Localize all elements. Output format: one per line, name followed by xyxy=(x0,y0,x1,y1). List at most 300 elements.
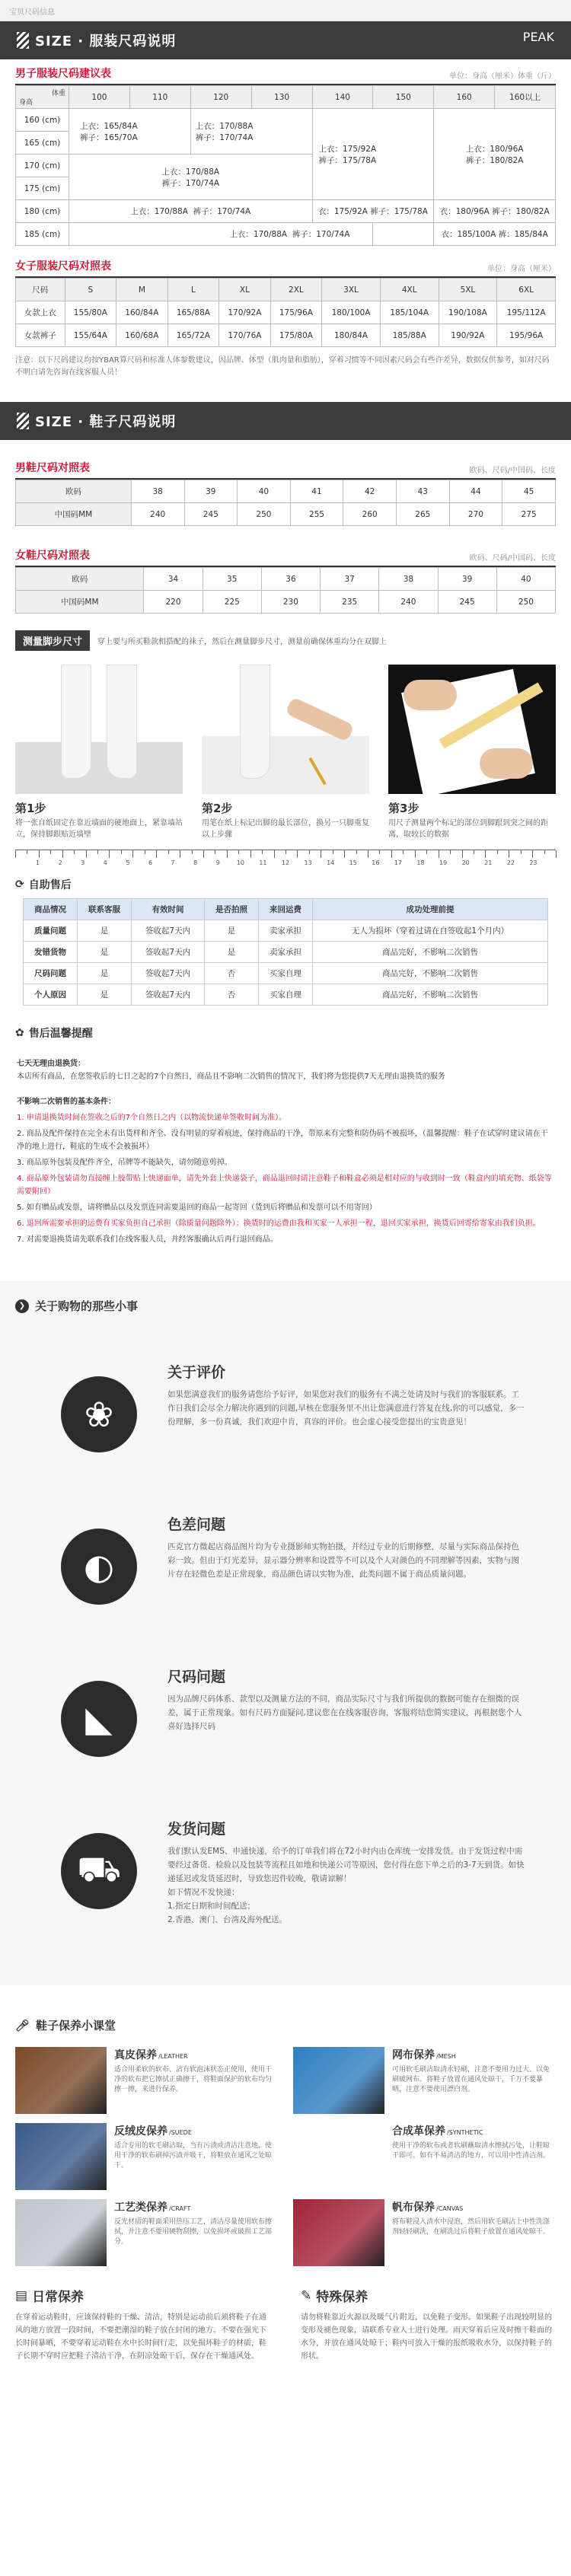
ruler-icon: ◣ xyxy=(61,1681,137,1757)
shoe-care-header xyxy=(0,2001,571,2042)
care-title xyxy=(392,2199,556,2214)
ruler-number: 4 xyxy=(103,859,107,866)
table-cell: 175/96A xyxy=(270,301,322,324)
care-desc: 可用软毛刷沾取清水轻刷，注意不要用力过大、以免刷破网布。将鞋子放置在通风处晾干，千万不要暴晒，注意不要使用漂白剂。 xyxy=(392,2066,550,2093)
ruler-tick xyxy=(203,850,204,858)
table-cell: 240 xyxy=(379,591,438,614)
ruler-tick xyxy=(485,850,486,858)
table-cell: 欧码 xyxy=(16,480,132,503)
care-name: 反绒皮保养 xyxy=(114,2125,167,2138)
table-cell: 165/88A xyxy=(167,301,219,324)
step-desc: 将一张自纸固定在靠近墙面的硬地面上，紧靠墙站立，保持脚跟贴近墙壁 xyxy=(15,819,183,839)
weight-header: 160以上 xyxy=(495,86,556,109)
table-cell: 225 xyxy=(203,591,261,614)
table-cell: 165/72A xyxy=(167,324,219,347)
shop-item-extra: 2.香港、澳门、台湾及海外配送。 xyxy=(167,1915,288,1924)
corner-height: 身高 xyxy=(19,99,33,107)
shopping-header xyxy=(0,1281,571,1323)
section-title: 男子服装尺码建议表 xyxy=(15,68,111,80)
ruler-tick xyxy=(15,850,16,858)
size-cell: 上衣：180/96A xyxy=(465,144,524,154)
table-cell: 是 xyxy=(204,942,258,963)
table-cell: 230 xyxy=(261,591,320,614)
ruler-tick xyxy=(556,850,557,858)
ruler-tick xyxy=(450,850,451,854)
table-header: 联系客服 xyxy=(78,899,132,920)
table-cell: 37 xyxy=(321,568,379,591)
info-icon: ❯ xyxy=(15,1299,29,1313)
table-cell: 商品完好，不影响二次销售 xyxy=(312,963,547,984)
size-cell: 裤：185/84A xyxy=(498,230,548,239)
women-size-table xyxy=(15,278,556,347)
table-cell: 否 xyxy=(204,963,258,984)
tips-item: 7. 对需要退换货请先联系我们在线客服人员，并经客服确认后再行退回商品。 xyxy=(17,1235,278,1244)
ruler-number: 17 xyxy=(394,859,402,866)
table-header: 尺码 xyxy=(16,279,65,301)
height-label: 185 (cm) xyxy=(16,223,69,246)
section-title: 女鞋尺码对照表 xyxy=(15,550,90,562)
size-cell: 裤子：175/78A xyxy=(318,155,377,165)
special-icon: ✎ xyxy=(301,2287,312,2303)
care-desc: 使用干净的软布或者软刷蘸取清水擦拭污处，让鞋晾干即可。如有不易清洁的地方，可以用中性清洁剂。 xyxy=(392,2142,550,2160)
ruler-number: 12 xyxy=(281,859,290,866)
size-cell: 上衣：175/92A xyxy=(318,144,377,154)
table-cell: 190/92A xyxy=(439,324,497,347)
table-cell: 质量问题 xyxy=(24,920,78,942)
tips-para: 本店所有商品，在您签收后的七日之起的7个自然日，商品且不影响二次销售的情况下，我们将为您提供7天无理由退换货的服务 xyxy=(17,1073,445,1081)
truck-icon: ⛟ xyxy=(61,1833,137,1909)
table-header: M xyxy=(116,279,168,301)
table-header: 有效时间 xyxy=(132,899,205,920)
size-disclaimer: 注意：以下尺码建议均按YBAR算尺码和标准人体参数建议，因品牌、体型（肌肉量和脂肪），穿着习惯等不同因素尺码会有些许差异，数据仅供参考，如对尺码不明白请先咨询在线客服人员！ xyxy=(15,356,550,377)
measure-steps xyxy=(0,651,571,840)
step-number: 第2步 xyxy=(202,802,233,815)
ruler-tick xyxy=(192,850,193,854)
care-name: 帆布保养 xyxy=(392,2201,435,2214)
shop-item-title: 发货问题 xyxy=(167,1821,226,1838)
table-cell: 是 xyxy=(78,942,132,963)
table-cell: 是 xyxy=(78,963,132,984)
ruler-number: 1 xyxy=(36,859,40,866)
step-1 xyxy=(15,665,183,840)
measure-label: 测量脚步尺寸 xyxy=(15,630,90,651)
ruler-tick xyxy=(521,850,522,854)
care-item xyxy=(293,2123,556,2190)
tips-body xyxy=(0,1044,571,1251)
shoe-care-title: 鞋子保养小课堂 xyxy=(36,2019,116,2032)
corner-weight: 体重 xyxy=(51,90,65,97)
shoe-image xyxy=(293,2047,384,2114)
tips-item: 6. 退回所需要承担的运费有买家负担自己承担（除质量问题除外）；换货时的运费由我和买家一人承担一程，退回买家承担，换货后回寄给寄家由我们负担。 xyxy=(17,1219,541,1228)
height-label: 175 (cm) xyxy=(16,177,69,200)
step-number: 第1步 xyxy=(15,802,46,815)
table-cell: 签收起7天内 xyxy=(132,963,205,984)
top-tag: 宝贝尺码信息 xyxy=(0,0,571,21)
shop-item-title: 色差问题 xyxy=(167,1516,226,1533)
ruler-number: 6 xyxy=(148,859,153,866)
bell-icon: ✿ xyxy=(15,1027,24,1039)
ruler-tick xyxy=(356,850,357,854)
weight-header: 100 xyxy=(69,86,130,109)
ruler-number: 18 xyxy=(416,859,425,866)
shoe-image xyxy=(15,2047,107,2114)
ruler-tick xyxy=(379,850,380,854)
shop-item xyxy=(0,1506,571,1658)
care-title xyxy=(114,2047,278,2062)
mic-icon: 🎤︎ xyxy=(15,2018,30,2032)
table-header: 是否拍照 xyxy=(204,899,258,920)
care-text xyxy=(392,2199,556,2266)
table-cell: 中国码MM xyxy=(16,591,144,614)
height-label: 165 (cm) xyxy=(16,132,69,155)
brand-logo: PEAK xyxy=(522,30,554,44)
table-cell: 155/80A xyxy=(65,301,116,324)
size-cell: 裤子：165/70A xyxy=(80,132,138,142)
ruler-number: 16 xyxy=(372,859,380,866)
size-cell: 上衣：170/88A xyxy=(195,121,254,131)
table-header: 6XL xyxy=(497,279,556,301)
ruler-number: 19 xyxy=(439,859,448,866)
care-desc: 适合专用的软毛刷沾取，当有污渍或清洁注意地，使用干净的软布刷掉污渍并吸干，将鞋放在通风之处晾干。 xyxy=(114,2142,273,2170)
care-title xyxy=(114,2123,278,2138)
table-header: 5XL xyxy=(439,279,497,301)
table-cell: 卖家承担 xyxy=(258,942,312,963)
table-header: 2XL xyxy=(270,279,322,301)
tips-item: 5. 如有赠品或发票，请将赠品以及发票连同需要退回的商品一起寄回（货到后将赠品和发票可以不用寄回） xyxy=(17,1204,377,1212)
ruler-number: 13 xyxy=(304,859,312,866)
banner-title: SIZE · 服装尺码说明 xyxy=(35,33,177,49)
table-cell: 265 xyxy=(397,503,450,526)
shop-item-extra: 1.指定日期和时间配送； xyxy=(167,1902,256,1911)
after-sales-title: 自助售后 xyxy=(28,879,72,891)
tips-item: 1. 申请退换货时间在签收之后的7个自然日之内（以物流快递单签收时间为准）。 xyxy=(17,1114,287,1122)
table-cell: 175/80A xyxy=(270,324,322,347)
ruler-number: 20 xyxy=(461,859,470,866)
table-cell: 255 xyxy=(290,503,343,526)
after-sales-table xyxy=(23,898,548,1006)
table-cell: 女款裤子 xyxy=(16,324,65,347)
maintenance-section xyxy=(0,2286,571,2363)
table-cell: 180/100A xyxy=(322,301,381,324)
section-title: 女子服装尺码对照表 xyxy=(15,260,111,273)
table-cell: 卖家承担 xyxy=(258,920,312,942)
table-header: 成功处理前提 xyxy=(312,899,547,920)
size-cell: 裤子：180/82A xyxy=(492,207,550,216)
care-name: 真皮保养 xyxy=(114,2049,157,2061)
table-header: L xyxy=(167,279,219,301)
weight-header: 110 xyxy=(129,86,190,109)
ruler-tick xyxy=(62,850,63,858)
care-item xyxy=(15,2047,278,2114)
tips-heading: 不影响二次销售的基本条件： xyxy=(17,1098,116,1106)
ruler-tick xyxy=(344,850,345,858)
ruler-number: 23 xyxy=(529,859,538,866)
ruler-tick xyxy=(309,850,310,854)
refresh-icon: ⟳ xyxy=(15,878,24,891)
after-sales-header xyxy=(0,874,571,895)
tips-heading: 七天无理由退换货： xyxy=(17,1060,85,1068)
table-cell: 240 xyxy=(131,503,184,526)
care-item xyxy=(293,2199,556,2266)
height-label: 170 (cm) xyxy=(16,155,69,177)
size-cell: 裤子：175/78A xyxy=(370,207,428,216)
size-cell: 上衣：170/88A xyxy=(161,167,220,177)
step-desc: 用笔在纸上标记出脚的最长部位，换另一只脚重复以上步骤 xyxy=(202,819,369,839)
table-cell: 无人为损坏（穿着过请在自签收起1个月内） xyxy=(312,920,547,942)
shoe-care-section xyxy=(0,2001,571,2275)
men-clothes-section xyxy=(0,59,571,246)
shop-item-text xyxy=(167,1666,525,1803)
ruler-tick xyxy=(532,850,533,858)
care-desc: 适合用柔软的软布、沾有软泡沫状态正使用，使用干净的软布把它擦拭正确擦干，将鞋面保护的软布均匀擦一擦，来进行保养。 xyxy=(114,2066,273,2093)
step-number: 第3步 xyxy=(388,802,419,815)
care-item xyxy=(15,2123,278,2190)
table-cell: 220 xyxy=(144,591,203,614)
ruler-tick xyxy=(297,850,298,858)
weight-header: 120 xyxy=(190,86,251,109)
size-cell: 裤子：170/74A xyxy=(195,132,254,142)
shop-item xyxy=(0,1810,571,1962)
tips-header xyxy=(0,1022,571,1044)
table-cell: 195/96A xyxy=(497,324,556,347)
men-size-table xyxy=(15,85,556,246)
ruler-tick xyxy=(238,850,239,854)
unit-note: 欧码、尺码/中国码、长度 xyxy=(469,554,556,563)
ruler-number: 11 xyxy=(259,859,267,866)
table-cell: 41 xyxy=(290,480,343,503)
table-cell: 签收起7天内 xyxy=(132,942,205,963)
table-header: 来回运费 xyxy=(258,899,312,920)
table-header: S xyxy=(65,279,116,301)
table-cell: 是 xyxy=(78,920,132,942)
table-cell: 245 xyxy=(184,503,238,526)
ruler-number: 3 xyxy=(81,859,85,866)
care-title xyxy=(392,2123,556,2138)
table-cell: 180/84A xyxy=(322,324,381,347)
table-cell: 42 xyxy=(343,480,397,503)
care-desc: 将布鞋浸入清水中浸泡，然后用软毛刷沾上中性洗涤剂轻轻刷洗，在刷洗过后将鞋子放置在通风处晾干。 xyxy=(392,2218,550,2236)
table-cell: 欧码 xyxy=(16,568,144,591)
ruler-tick xyxy=(227,850,228,858)
clothes-size-banner xyxy=(0,21,571,59)
shop-item-text xyxy=(167,1513,525,1650)
ruler-tick xyxy=(97,850,98,854)
ruler-tick xyxy=(250,850,251,858)
table-cell: 275 xyxy=(502,503,556,526)
care-en: /SYNTHETIC xyxy=(447,2129,483,2136)
table-cell: 39 xyxy=(438,568,496,591)
care-desc: 反光材质的鞋面采用热压工艺，清洁尽量使用软布擦拭，并注意不要用硬物刮擦，以免损坏或破损工艺部分。 xyxy=(114,2218,273,2246)
ruler-number: 22 xyxy=(506,859,515,866)
size-cell: 上衣：170/88A xyxy=(130,207,188,216)
size-cell: 衣：180/96A xyxy=(439,207,490,216)
step-2 xyxy=(202,665,369,840)
care-title xyxy=(392,2047,556,2062)
men-shoe-table xyxy=(15,480,556,526)
ruler-number: 15 xyxy=(349,859,357,866)
shopping-items xyxy=(0,1323,571,1962)
shopping-title: 关于购物的那些小事 xyxy=(35,1299,139,1313)
palette-icon: ◐ xyxy=(61,1529,137,1605)
shop-item-desc: 如果您满意我们的服务请您给予好评，如果您对我们的服务有不满之处请及时与我们的客服联系。工作日我们会尽全力解决你遇到的问题,早核在您服务里不出让您满意进行答复在线,你的可以感觉，多一份理解，多一份真诚，我们欢迎中肯，真容的评价。也会虚心接受您提出的宝贵意见！ xyxy=(167,1390,525,1427)
shop-item-text xyxy=(167,1818,525,1955)
women-shoe-table xyxy=(15,567,556,614)
foot-mark-image xyxy=(202,665,369,794)
table-cell: 38 xyxy=(131,480,184,503)
table-cell: 35 xyxy=(203,568,261,591)
ruler-measure-image xyxy=(388,665,556,794)
care-text xyxy=(392,2123,556,2190)
table-cell: 发错货物 xyxy=(24,942,78,963)
size-cell: 裤子：170/74A xyxy=(161,178,220,188)
care-en: /SUEDE xyxy=(169,2129,192,2136)
table-cell: 34 xyxy=(144,568,203,591)
ruler-tick xyxy=(544,850,545,854)
table-cell: 是 xyxy=(78,984,132,1006)
daily-title: 日常保养 xyxy=(32,2290,85,2305)
table-cell: 160/68A xyxy=(116,324,168,347)
ruler-tick xyxy=(168,850,169,854)
size-cell: 上衣：170/88A xyxy=(229,230,288,239)
ruler-number: 2 xyxy=(58,859,62,866)
size-cell: 裤子：180/82A xyxy=(465,155,524,165)
stripes-icon xyxy=(17,413,29,429)
ruler-number: 8 xyxy=(193,859,198,866)
shoe-image xyxy=(15,2199,107,2266)
size-cell: 裤子：170/74A xyxy=(193,207,251,216)
table-cell: 160/84A xyxy=(116,301,168,324)
banner-title: SIZE · 鞋子尺码说明 xyxy=(35,414,177,430)
shop-item xyxy=(0,1353,571,1506)
care-grid xyxy=(0,2042,571,2275)
table-cell: 170/92A xyxy=(219,301,271,324)
ruler-number: 14 xyxy=(327,859,335,866)
table-cell: 商品完好，不影响二次销售 xyxy=(312,984,547,1006)
special-care xyxy=(301,2286,556,2363)
weight-header: 130 xyxy=(251,86,312,109)
ruler-tick xyxy=(403,850,404,854)
daily-body: 在穿着运动鞋时，应该保持鞋的干燥、清洁，特别是运动前后须将鞋子在通风的地方放置一段时间，不要把潮湿的鞋子放在封闭的地方。不要在强光下长时间暴晒，不要穿着运动鞋在水中长时间行走，以免损坏鞋子的材质，鞋子长期不穿时应把鞋子清洁干净，在阴凉处晾干后，保存在干燥通风处。 xyxy=(15,2313,266,2361)
shop-item-text xyxy=(167,1361,525,1498)
table-cell: 39 xyxy=(184,480,238,503)
ruler-number: 5 xyxy=(126,859,130,866)
ruler-number: 10 xyxy=(236,859,244,866)
shop-item-extra: 如下情况不发快递： xyxy=(167,1888,240,1897)
table-cell: 36 xyxy=(261,568,320,591)
weight-header: 140 xyxy=(312,86,373,109)
table-cell: 250 xyxy=(496,591,555,614)
care-name: 网布保养 xyxy=(392,2049,435,2061)
shop-item-desc: 匹克官方微起店商品图片均为专业摄影师实物拍摄，并经过专业的后期修整，尽量与实际商品保持色彩一致。但由于灯光差异，显示器分辨率和设置等不可以及个人对颜色的不同理解等因素，实物与图片存在轻微色差是正常现象，商品颜色请以实物为准，此类问题不属于商品质量问题。 xyxy=(167,1542,519,1579)
ruler-tick xyxy=(156,850,157,858)
care-text xyxy=(392,2047,556,2114)
ruler-tick xyxy=(39,850,40,858)
ruler-tick xyxy=(274,850,275,858)
daily-care xyxy=(15,2286,270,2363)
table-cell: 40 xyxy=(496,568,555,591)
men-shoes-section xyxy=(0,454,571,526)
ruler-tick xyxy=(415,850,416,858)
care-en: /LEATHER xyxy=(158,2053,188,2060)
table-cell: 女款上衣 xyxy=(16,301,65,324)
tips-item: 2. 商品及配件保持在完全未有出货样和齐全、没有明显的穿着痕迹，保持商品的干净，带原来有完整和防伪码不被损坏，（温馨提醒：鞋子在试穿时建议请在干净的地上进行，鞋底的生成不会被损坏） xyxy=(17,1130,548,1151)
measure-desc: 穿上要与所买鞋款相搭配的袜子，然后在测量脚步尺寸，测量前确保体重均分在双脚上 xyxy=(97,638,388,646)
care-en: /CRAFT xyxy=(169,2205,191,2212)
size-cell: 衣：185/100A xyxy=(441,230,496,239)
rate-icon: ❀ xyxy=(61,1376,137,1452)
table-cell: 260 xyxy=(343,503,397,526)
shop-item-title: 关于评价 xyxy=(167,1364,226,1381)
shoe-image xyxy=(15,2123,107,2190)
table-cell: 190/108A xyxy=(439,301,497,324)
ruler-tick xyxy=(262,850,263,854)
ruler-tick xyxy=(132,850,133,858)
table-cell: 买家自理 xyxy=(258,984,312,1006)
table-cell: 38 xyxy=(379,568,438,591)
tips-item: 4. 商品原外包装请勿直接缠上胶带贴上快递面单，请先外套上快递袋子，商品退回时请注意鞋子和鞋盒必须是相对应的与收到时一致（鞋盒内的填充物、纸袋等需要附回） xyxy=(17,1175,552,1196)
special-title: 特殊保养 xyxy=(316,2290,368,2305)
table-header: 3XL xyxy=(322,279,381,301)
ruler-tick xyxy=(121,850,122,854)
table-cell: 43 xyxy=(397,480,450,503)
ruler-number: 7 xyxy=(171,859,175,866)
shop-item-title: 尺码问题 xyxy=(167,1669,226,1685)
weight-header: 150 xyxy=(373,86,434,109)
care-en: /MESH xyxy=(436,2053,456,2060)
foot-wall-image xyxy=(15,665,183,794)
weight-header: 160 xyxy=(434,86,495,109)
tips-item: 3. 商品原外包装及配件齐全，吊牌等不能缺失，请勿随意剪掉。 xyxy=(17,1159,232,1167)
care-name: 合成革保养 xyxy=(392,2125,445,2138)
tips-title: 售后温馨提醒 xyxy=(28,1028,93,1040)
daily-icon: ▤ xyxy=(15,2287,28,2303)
ruler-tick xyxy=(462,850,463,858)
ruler-tick xyxy=(50,850,51,854)
care-item xyxy=(15,2199,278,2266)
table-header: 4XL xyxy=(380,279,439,301)
measure-header xyxy=(0,614,571,651)
table-cell: 是 xyxy=(204,920,258,942)
table-cell: 商品完好，不影响二次销售 xyxy=(312,942,547,963)
table-cell: 签收起7天内 xyxy=(132,920,205,942)
care-text xyxy=(114,2123,278,2190)
table-cell: 签收起7天内 xyxy=(132,984,205,1006)
table-cell: 个人原因 xyxy=(24,984,78,1006)
special-body: 请勿将鞋靠近火源以及暖气片附近，以免鞋子变形。如果鞋子出现较明显的变形及褪色现象，请联系专业人士进行处理。雨天穿着后应及时擦干鞋面的水分，并放在通风处晾干；鞋内可放入干燥的报纸吸收水分，以保持鞋子的形状。 xyxy=(301,2313,552,2361)
table-cell: 45 xyxy=(502,480,556,503)
table-header: 商品情况 xyxy=(24,899,78,920)
care-text xyxy=(114,2047,278,2114)
shoe-image xyxy=(293,2199,384,2266)
size-cell: 上衣：165/84A xyxy=(80,121,138,131)
table-cell: 195/112A xyxy=(497,301,556,324)
ruler-tick xyxy=(391,850,392,858)
step-3 xyxy=(388,665,556,840)
ruler-number: 21 xyxy=(484,859,493,866)
ruler-number: 9 xyxy=(215,859,220,866)
section-title: 男鞋尺码对照表 xyxy=(15,462,90,474)
table-cell: 245 xyxy=(438,591,496,614)
care-text xyxy=(114,2199,278,2266)
table-cell: 170/76A xyxy=(219,324,271,347)
stripes-icon xyxy=(17,32,29,49)
size-cell: 衣：175/92A xyxy=(317,207,368,216)
unit-note: 单位：身高（厘米）体重（斤） xyxy=(449,72,556,81)
table-cell: 155/64A xyxy=(65,324,116,347)
size-cell: 裤子：170/74A xyxy=(292,230,350,239)
women-clothes-section xyxy=(0,252,571,347)
shopping-section xyxy=(0,1281,571,1985)
